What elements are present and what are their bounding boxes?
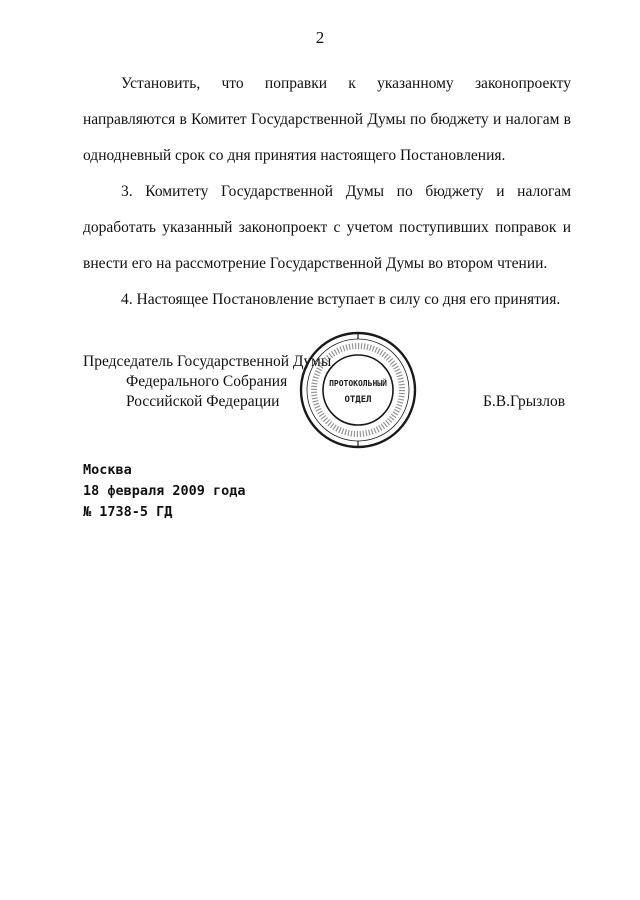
stamp-center-text-bottom: ОТДЕЛ — [344, 395, 372, 405]
signatory-title-line-2: Федерального Собрания — [126, 373, 288, 390]
signatory-title-line-1: Председатель Государственной Думы — [83, 353, 332, 370]
paragraph-2: 3. Комитету Государственной Думы по бюджету и налогам доработать указанный законопроект с учетом поступивших поправок и внести его на рассмотрение Государственной Думы во втором чтении. — [83, 183, 571, 272]
footer-document-number: № 1738-5 ГД — [83, 504, 173, 520]
stamp-ring-lettering — [314, 346, 402, 434]
signatory-title-line-3: Российской Федерации — [126, 393, 280, 410]
paragraph-2-block — [83, 174, 571, 282]
footer-city: Москва — [83, 462, 132, 478]
stamp-inner-ring — [323, 355, 393, 425]
signatory-name: Б.В.Грызлов — [483, 393, 566, 410]
stamp-center-text-top: ПРОТОКОЛЬНЫЙ — [329, 379, 387, 388]
stamp-outer-ring — [301, 333, 415, 447]
page-number: 2 — [315, 28, 325, 47]
signatory-title — [83, 352, 331, 412]
paragraph-3: 4. Настоящее Постановление вступает в силу со дня его принятия. — [121, 291, 561, 308]
official-stamp — [298, 330, 418, 450]
footer-date: 18 февраля 2009 года — [83, 483, 246, 499]
paragraph-1-block — [83, 66, 571, 174]
document-footer — [83, 460, 246, 523]
paragraph-3-block — [83, 282, 571, 318]
paragraph-1: Установить, что поправки к указанному законопроекту направляются в Комитет Государственной Думы по бюджету и налогам в однодневный срок со дня принятия настоящего Постановления. — [83, 75, 571, 164]
